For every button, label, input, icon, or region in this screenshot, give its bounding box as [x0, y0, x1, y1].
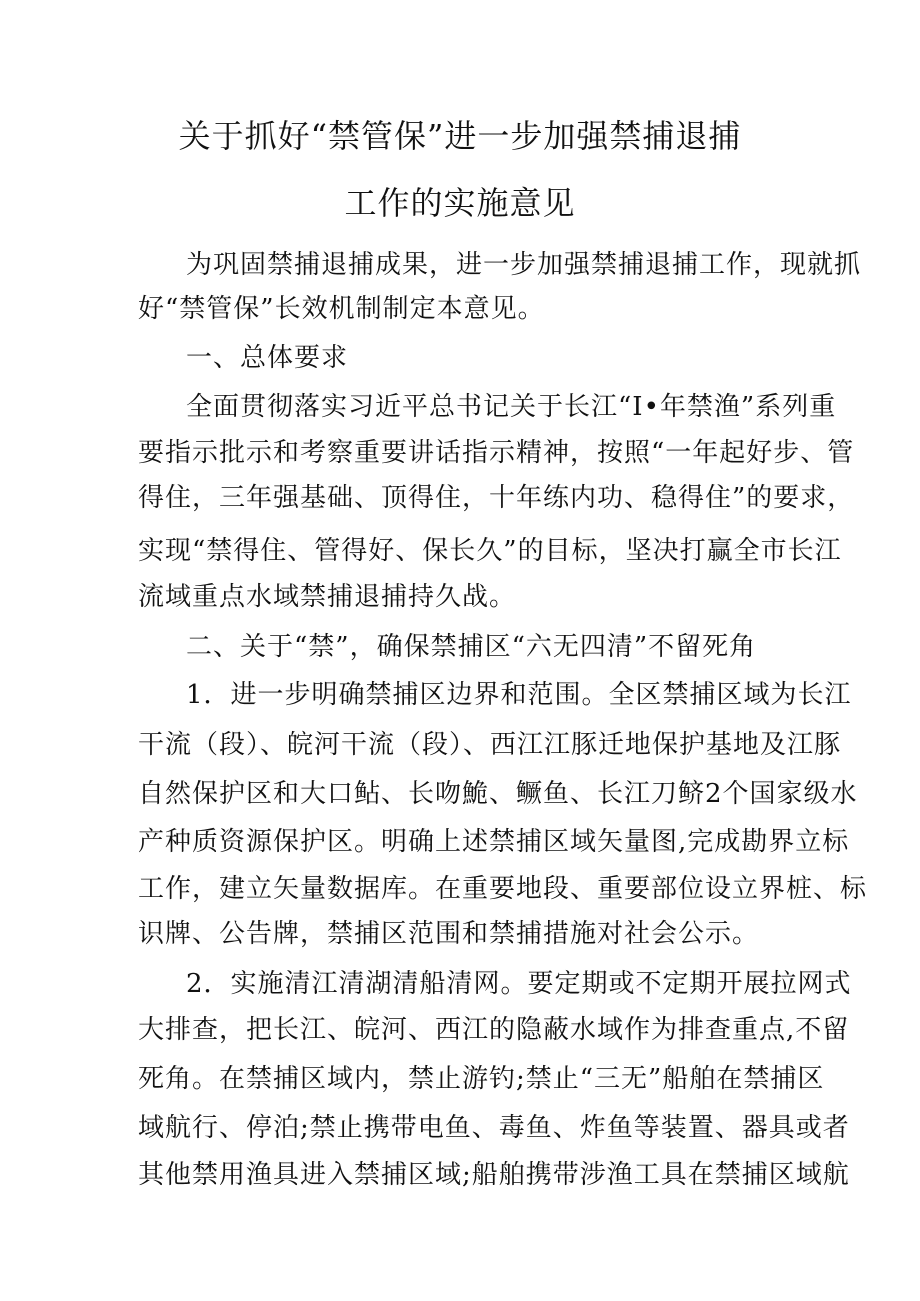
paragraph-requirements-line-4: 实现“禁得住、管得好、保长久”的目标，坚决打赢全市长江: [138, 536, 842, 566]
paragraph-requirements-line-5: 流域重点水域禁捕退捕持久战。: [138, 582, 517, 612]
paragraph-requirements-line-1: 全面贯彻落实习近平总书记关于长江“I•年禁渔”系列重: [186, 392, 837, 422]
item-2-line-5: 其他禁用渔具进入禁捕区域;船舶携带涉渔工具在禁捕区域航: [138, 1160, 850, 1190]
item-1-line-4: 产种质资源保护区。明确上述禁捕区域矢量图,完成勘界立标: [138, 827, 850, 857]
item-1-line-5: 工作，建立矢量数据库。在重要地段、重要部位设立界桩、标: [138, 874, 868, 904]
document-title-line-2: 工作的实施意见: [344, 184, 576, 222]
item-1-line-2: 干流（段）、皖河干流（段）、西江江豚迁地保护基地及江豚: [138, 730, 842, 760]
document-title-line-1: 关于抓好“禁管保”进一步加强禁捕退捕: [178, 117, 742, 155]
paragraph-intro-line-1: 为巩固禁捕退捕成果，进一步加强禁捕退捕工作，现就抓: [186, 250, 862, 280]
section-heading-1: 一、总体要求: [186, 343, 349, 373]
paragraph-intro-line-2: 好“禁管保”长效机制制定本意见。: [138, 294, 545, 324]
item-1-line-6: 识牌、公告牌，禁捕区范围和禁捕措施对社会公示。: [138, 919, 760, 949]
item-2-line-1: 2．实施清江清湖清船清网。要定期或不定期开展拉网式: [186, 969, 852, 999]
section-heading-2: 二、关于“禁”，确保禁捕区“六无四清”不留死角: [186, 632, 757, 662]
item-2-line-2: 大排查，把长江、皖河、西江的隐蔽水域作为排查重点,不留: [138, 1015, 850, 1045]
item-2-line-3: 死角。在禁捕区域内，禁止游钓;禁止“三无”船舶在禁捕区: [138, 1064, 825, 1094]
item-2-line-4: 域航行、停泊;禁止携带电鱼、毒鱼、炸鱼等装置、器具或者: [138, 1113, 850, 1143]
item-1-line-3: 自然保护区和大口鲇、长吻鮠、鳜鱼、长江刀鲚2个国家级水: [138, 779, 858, 809]
paragraph-requirements-line-3: 得住，三年强基础、顶得住，十年练内功、稳得住”的要求，: [138, 483, 855, 513]
paragraph-requirements-line-2: 要指示批示和考察重要讲话指示精神，按照“一年起好步、管: [138, 438, 855, 468]
item-1-line-1: 1．进一步明确禁捕区边界和范围。全区禁捕区域为长江: [186, 680, 852, 710]
